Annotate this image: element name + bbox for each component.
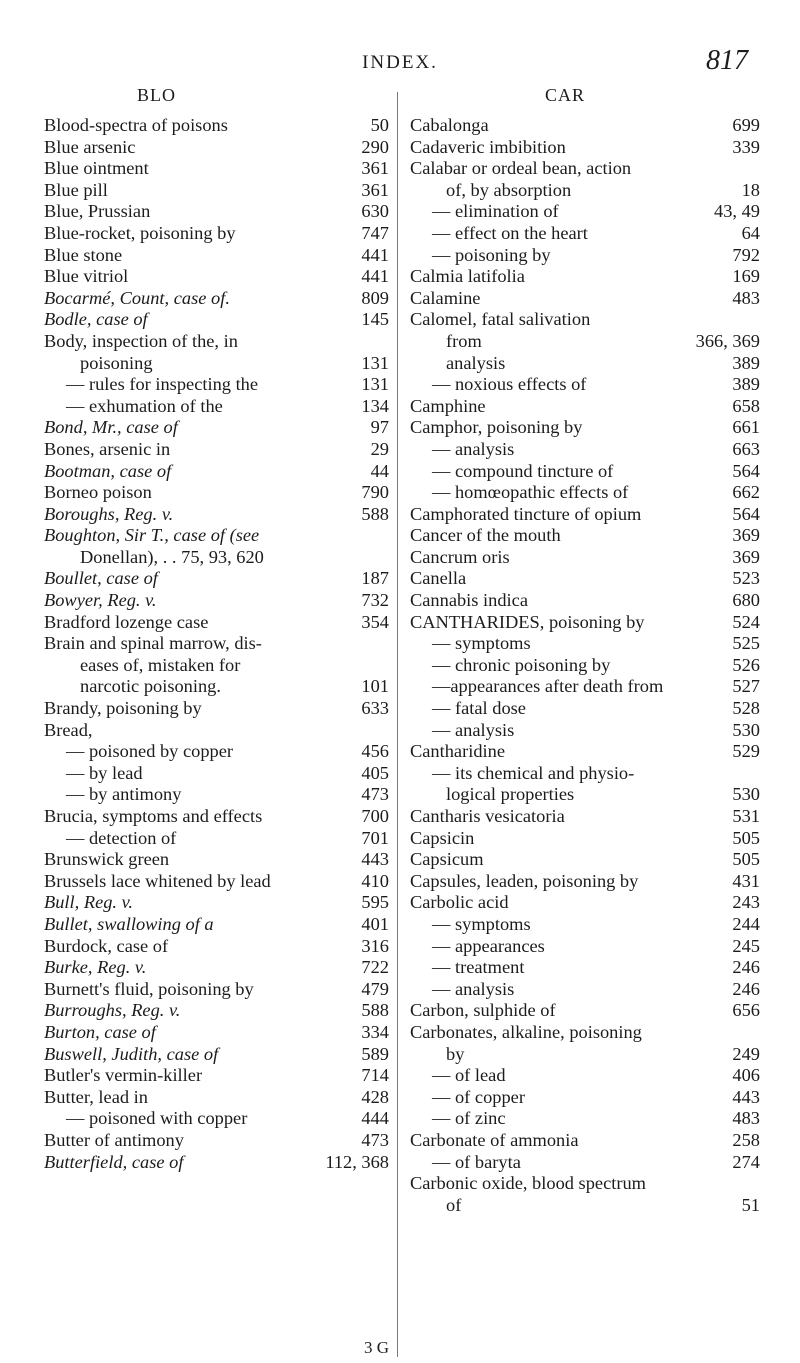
entry-term: poisoning bbox=[80, 352, 153, 373]
entry-page-ref: 483 bbox=[732, 287, 760, 308]
entry-term: of, by absorption bbox=[446, 179, 572, 200]
entry-page-ref: 50 bbox=[370, 115, 389, 135]
entry-term: Blue ointment bbox=[44, 158, 149, 179]
entry-term: Boughton, Sir T., case of (see bbox=[44, 525, 260, 546]
entry-page-ref: 479 bbox=[361, 978, 389, 999]
right-index-entry bbox=[410, 266, 760, 288]
entry-page-ref: 658 bbox=[732, 395, 760, 416]
entry-term: Cannabis indica bbox=[410, 590, 528, 611]
entry-page-ref: 528 bbox=[732, 698, 760, 719]
entry-term: Cadaveric imbibition bbox=[410, 136, 566, 157]
left-index-entry bbox=[44, 396, 389, 418]
left-index-entry bbox=[44, 979, 389, 1001]
left-index-entry bbox=[44, 504, 389, 526]
entry-page-ref: 64 bbox=[741, 222, 760, 243]
right-index-entry bbox=[410, 137, 760, 159]
entry-page-ref: 97 bbox=[370, 417, 389, 438]
entry-page-ref: 564 bbox=[732, 460, 760, 481]
entry-term: Blue, Prussian bbox=[44, 201, 151, 222]
entry-term: Buswell, Judith, case of bbox=[44, 1043, 219, 1064]
entry-page-ref: 112, 368 bbox=[325, 1151, 389, 1172]
left-index-entry bbox=[44, 892, 389, 914]
right-index-entry bbox=[410, 288, 760, 310]
entry-term: — rules for inspecting the bbox=[66, 374, 259, 395]
entry-page-ref: 246 bbox=[732, 978, 760, 999]
entry-term: — chronic poisoning by bbox=[432, 654, 611, 675]
entry-page-ref: 505 bbox=[732, 827, 760, 848]
left-index-entry bbox=[44, 1022, 389, 1044]
entry-page-ref: 473 bbox=[361, 784, 389, 805]
left-index-entry bbox=[44, 914, 389, 936]
entry-term: Butterfield, case of bbox=[44, 1151, 184, 1172]
entry-term: — fatal dose bbox=[432, 698, 526, 719]
left-index-entry bbox=[44, 266, 389, 288]
right-index-entry bbox=[410, 1108, 760, 1130]
right-index-entry bbox=[410, 547, 760, 569]
entry-page-ref: 410 bbox=[361, 870, 389, 891]
entry-page-ref: 44 bbox=[370, 460, 389, 481]
entry-term: Donellan), . . 75, 93, 620 bbox=[80, 546, 264, 567]
entry-page-ref: 316 bbox=[361, 935, 389, 956]
left-index-entry bbox=[44, 1108, 389, 1130]
right-index-entry bbox=[410, 396, 760, 418]
entry-term: Boullet, case of bbox=[44, 568, 158, 589]
entry-term: Carbon, sulphide of bbox=[410, 1000, 556, 1021]
entry-page-ref: 722 bbox=[361, 957, 389, 978]
left-index-entry bbox=[44, 331, 389, 353]
entry-page-ref: 406 bbox=[732, 1065, 760, 1086]
entry-term: Bodle, case of bbox=[44, 309, 148, 330]
entry-term: Blue vitriol bbox=[44, 266, 129, 287]
entry-page-ref: 588 bbox=[361, 503, 389, 524]
entry-page-ref: 354 bbox=[361, 611, 389, 632]
right-index-entry bbox=[410, 158, 760, 180]
left-index-entry bbox=[44, 137, 389, 159]
entry-term: — compound tincture of bbox=[432, 460, 614, 481]
entry-term: Cancer of the mouth bbox=[410, 525, 561, 546]
entry-page-ref: 441 bbox=[361, 244, 389, 265]
entry-page-ref: 701 bbox=[361, 827, 389, 848]
entry-term: — detection of bbox=[66, 827, 177, 848]
right-index-entry bbox=[410, 245, 760, 267]
entry-term: Borneo poison bbox=[44, 482, 152, 503]
right-column-heading: CAR bbox=[544, 85, 585, 105]
left-index-entry bbox=[44, 849, 389, 871]
entry-term: Capsicin bbox=[410, 827, 475, 848]
entry-page-ref: 258 bbox=[732, 1129, 760, 1150]
entry-page-ref: 18 bbox=[741, 179, 760, 200]
running-header: INDEX. bbox=[362, 52, 438, 73]
entry-page-ref: 101 bbox=[361, 676, 389, 697]
right-index-entry bbox=[410, 957, 760, 979]
signature-mark: 3 G bbox=[364, 1338, 390, 1357]
right-index-entry bbox=[410, 741, 760, 763]
left-index-entry bbox=[44, 655, 389, 677]
entry-page-ref: 747 bbox=[361, 222, 389, 243]
right-index-entry bbox=[410, 590, 760, 612]
entry-term: Camphorated tincture of opium bbox=[410, 503, 642, 524]
left-index-entry bbox=[44, 720, 389, 742]
entry-page-ref: 443 bbox=[732, 1086, 760, 1107]
entry-page-ref: 334 bbox=[361, 1021, 389, 1042]
left-index-entry bbox=[44, 784, 389, 806]
entry-page-ref: 431 bbox=[732, 870, 760, 891]
right-index-entry bbox=[410, 979, 760, 1001]
entry-term: Blue arsenic bbox=[44, 136, 136, 157]
entry-page-ref: 274 bbox=[732, 1151, 760, 1172]
entry-term: — noxious effects of bbox=[432, 374, 587, 395]
entry-term: Butler's vermin-killer bbox=[44, 1065, 203, 1086]
entry-term: Cantharis vesicatoria bbox=[410, 806, 565, 826]
entry-term: Blue stone bbox=[44, 244, 123, 265]
entry-page-ref: 187 bbox=[361, 568, 389, 589]
entry-page-ref: 680 bbox=[732, 590, 760, 611]
right-index-entry bbox=[410, 504, 760, 526]
right-entry-list bbox=[410, 115, 760, 1216]
left-index-entry bbox=[44, 698, 389, 720]
left-index-entry bbox=[44, 201, 389, 223]
entry-page-ref: 428 bbox=[361, 1086, 389, 1107]
page-number: 817 bbox=[706, 45, 748, 76]
right-index-entry bbox=[410, 936, 760, 958]
entry-term: Capsules, leaden, poisoning by bbox=[410, 870, 639, 891]
left-index-entry bbox=[44, 741, 389, 763]
entry-page-ref: 700 bbox=[361, 806, 389, 826]
left-index-entry bbox=[44, 115, 389, 137]
entry-term: Carbonates, alkaline, poisoning bbox=[410, 1021, 642, 1042]
entry-term: Capsicum bbox=[410, 849, 484, 870]
right-index-entry bbox=[410, 1087, 760, 1109]
entry-term: Carbonic oxide, blood spectrum bbox=[410, 1173, 646, 1194]
right-index-entry bbox=[410, 698, 760, 720]
entry-term: Burton, case of bbox=[44, 1021, 156, 1042]
left-index-entry bbox=[44, 288, 389, 310]
left-index-entry bbox=[44, 417, 389, 439]
left-index-entry bbox=[44, 1044, 389, 1066]
right-index-entry bbox=[410, 1152, 760, 1174]
right-index-entry bbox=[410, 612, 760, 634]
entry-term: — analysis bbox=[432, 978, 515, 999]
left-index-entry bbox=[44, 957, 389, 979]
entry-page-ref: 732 bbox=[361, 590, 389, 611]
entry-term: Burroughs, Reg. v. bbox=[44, 1000, 181, 1021]
left-index-entry bbox=[44, 461, 389, 483]
right-index-entry bbox=[410, 720, 760, 742]
right-index-entry bbox=[410, 201, 760, 223]
left-index-entry bbox=[44, 612, 389, 634]
entry-term: narcotic poisoning. bbox=[80, 676, 221, 697]
left-index-entry bbox=[44, 1087, 389, 1109]
right-index-entry bbox=[410, 806, 760, 828]
left-index-entry bbox=[44, 353, 389, 375]
entry-term: — by antimony bbox=[66, 784, 182, 805]
right-index-entry bbox=[410, 871, 760, 893]
entry-page-ref: 656 bbox=[732, 1000, 760, 1021]
left-index-entry bbox=[44, 158, 389, 180]
right-index-entry bbox=[410, 223, 760, 245]
left-index-entry bbox=[44, 568, 389, 590]
left-index-entry bbox=[44, 223, 389, 245]
entry-term: Butter of antimony bbox=[44, 1129, 184, 1150]
entry-term: — treatment bbox=[432, 957, 525, 978]
left-index-entry bbox=[44, 180, 389, 202]
entry-term: by bbox=[446, 1043, 465, 1064]
entry-term: — of lead bbox=[432, 1065, 506, 1086]
left-index-entry bbox=[44, 936, 389, 958]
entry-page-ref: 790 bbox=[361, 482, 389, 503]
right-index-entry bbox=[410, 482, 760, 504]
entry-page-ref: 527 bbox=[732, 676, 760, 697]
entry-term: —appearances after death from bbox=[432, 676, 664, 697]
right-index-entry bbox=[410, 784, 760, 806]
right-index-entry bbox=[410, 331, 760, 353]
entry-term: eases of, mistaken for bbox=[80, 654, 241, 675]
entry-page-ref: 505 bbox=[732, 849, 760, 870]
entry-term: Canella bbox=[410, 568, 467, 589]
entry-term: Bootman, case of bbox=[44, 460, 172, 481]
entry-page-ref: 389 bbox=[732, 352, 760, 373]
right-index-entry bbox=[410, 374, 760, 396]
left-column-heading: BLO bbox=[137, 85, 176, 105]
entry-page-ref: 389 bbox=[732, 374, 760, 395]
right-index-entry bbox=[410, 1065, 760, 1087]
left-index-entry bbox=[44, 871, 389, 893]
entry-term: — exhumation of the bbox=[66, 395, 223, 416]
entry-term: — elimination of bbox=[432, 201, 559, 222]
entry-page-ref: 588 bbox=[361, 1000, 389, 1021]
entry-page-ref: 369 bbox=[732, 546, 760, 567]
entry-page-ref: 483 bbox=[732, 1108, 760, 1129]
entry-term: Bocarmé, Count, case of. bbox=[44, 287, 230, 308]
entry-page-ref: 809 bbox=[361, 287, 389, 308]
entry-page-ref: 714 bbox=[361, 1065, 389, 1086]
entry-term: Bread, bbox=[44, 719, 93, 740]
entry-page-ref: 361 bbox=[361, 158, 389, 179]
right-index-entry bbox=[410, 1000, 760, 1022]
entry-term: — poisoning by bbox=[432, 244, 551, 265]
entry-term: Burnett's fluid, poisoning by bbox=[44, 978, 254, 999]
left-entry-list bbox=[44, 115, 389, 1173]
entry-term: — analysis bbox=[432, 719, 515, 740]
entry-term: Brucia, symptoms and effects bbox=[44, 806, 263, 826]
right-index-entry bbox=[410, 655, 760, 677]
entry-term: — of copper bbox=[432, 1086, 525, 1107]
entry-term: Boroughs, Reg. v. bbox=[44, 503, 174, 524]
right-index-entry bbox=[410, 180, 760, 202]
entry-page-ref: 441 bbox=[361, 266, 389, 287]
right-index-entry bbox=[410, 914, 760, 936]
entry-term: — homœopathic effects of bbox=[432, 482, 629, 503]
left-index-entry bbox=[44, 245, 389, 267]
entry-page-ref: 699 bbox=[732, 115, 760, 135]
entry-term: Carbolic acid bbox=[410, 892, 509, 913]
entry-term: Camphine bbox=[410, 395, 486, 416]
entry-page-ref: 444 bbox=[361, 1108, 389, 1129]
entry-term: logical properties bbox=[446, 784, 575, 805]
entry-page-ref: 531 bbox=[732, 806, 760, 826]
entry-term: Brussels lace whitened by lead bbox=[44, 870, 271, 891]
entry-page-ref: 525 bbox=[732, 633, 760, 654]
entry-term: — analysis bbox=[432, 438, 515, 459]
entry-term: Bowyer, Reg. v. bbox=[44, 590, 157, 611]
entry-page-ref: 369 bbox=[732, 525, 760, 546]
right-index-entry bbox=[410, 1044, 760, 1066]
left-index-entry bbox=[44, 1065, 389, 1087]
right-index-entry bbox=[410, 568, 760, 590]
left-index-entry bbox=[44, 482, 389, 504]
entry-term: — symptoms bbox=[432, 633, 531, 654]
entry-page-ref: 523 bbox=[732, 568, 760, 589]
entry-page-ref: 473 bbox=[361, 1129, 389, 1150]
entry-page-ref: 249 bbox=[732, 1043, 760, 1064]
entry-term: Calamine bbox=[410, 287, 481, 308]
entry-term: Body, inspection of the, in bbox=[44, 330, 238, 351]
left-index-entry bbox=[44, 1130, 389, 1152]
entry-term: — poisoned with copper bbox=[66, 1108, 248, 1129]
right-index-entry bbox=[410, 1022, 760, 1044]
entry-page-ref: 630 bbox=[361, 201, 389, 222]
entry-term: Blood-spectra of poisons bbox=[44, 115, 228, 135]
entry-term: Brain and spinal marrow, dis- bbox=[44, 633, 262, 654]
entry-term: Bradford lozenge case bbox=[44, 611, 209, 632]
entry-page-ref: 529 bbox=[732, 741, 760, 762]
entry-term: analysis bbox=[446, 352, 506, 373]
right-index-entry bbox=[410, 1130, 760, 1152]
left-index-entry bbox=[44, 439, 389, 461]
right-index-entry bbox=[410, 1195, 760, 1217]
entry-term: Calomel, fatal salivation bbox=[410, 309, 591, 330]
entry-term: — effect on the heart bbox=[432, 222, 588, 243]
right-index-entry bbox=[410, 439, 760, 461]
entry-term: Bull, Reg. v. bbox=[44, 892, 134, 913]
entry-page-ref: 246 bbox=[732, 957, 760, 978]
left-index-entry bbox=[44, 806, 389, 828]
right-index-entry bbox=[410, 633, 760, 655]
entry-term: — its chemical and physio- bbox=[432, 762, 635, 783]
right-index-entry bbox=[410, 763, 760, 785]
entry-page-ref: 134 bbox=[361, 395, 389, 416]
entry-page-ref: 661 bbox=[732, 417, 760, 438]
entry-term: Brandy, poisoning by bbox=[44, 698, 202, 719]
right-index-entry bbox=[410, 353, 760, 375]
right-index-entry bbox=[410, 828, 760, 850]
entry-page-ref: 245 bbox=[732, 935, 760, 956]
entry-term: Calmia latifolia bbox=[410, 266, 525, 287]
entry-page-ref: 589 bbox=[361, 1043, 389, 1064]
entry-page-ref: 244 bbox=[732, 913, 760, 934]
left-index-entry bbox=[44, 763, 389, 785]
entry-term: Blue-rocket, poisoning by bbox=[44, 222, 236, 243]
entry-page-ref: 662 bbox=[732, 482, 760, 503]
entry-term: Camphor, poisoning by bbox=[410, 417, 583, 438]
right-index-entry bbox=[410, 417, 760, 439]
entry-page-ref: 290 bbox=[361, 136, 389, 157]
entry-term: Blue pill bbox=[44, 179, 108, 200]
left-index-entry bbox=[44, 590, 389, 612]
entry-page-ref: 526 bbox=[732, 654, 760, 675]
entry-page-ref: 456 bbox=[361, 741, 389, 762]
right-index-entry bbox=[410, 461, 760, 483]
entry-page-ref: 366, 369 bbox=[695, 330, 760, 351]
entry-page-ref: 131 bbox=[361, 352, 389, 373]
entry-page-ref: 530 bbox=[732, 784, 760, 805]
left-index-entry bbox=[44, 547, 389, 569]
entry-page-ref: 633 bbox=[361, 698, 389, 719]
entry-page-ref: 443 bbox=[361, 849, 389, 870]
entry-page-ref: 361 bbox=[361, 179, 389, 200]
entry-page-ref: 595 bbox=[361, 892, 389, 913]
entry-term: Bones, arsenic in bbox=[44, 438, 171, 459]
right-index-entry bbox=[410, 115, 760, 137]
right-index-entry bbox=[410, 309, 760, 331]
left-index-entry bbox=[44, 309, 389, 331]
entry-page-ref: 51 bbox=[741, 1194, 760, 1215]
entry-page-ref: 339 bbox=[732, 136, 760, 157]
entry-page-ref: 524 bbox=[732, 611, 760, 632]
left-index-entry bbox=[44, 676, 389, 698]
entry-term: — poisoned by copper bbox=[66, 741, 234, 762]
entry-page-ref: 29 bbox=[370, 438, 389, 459]
right-index-entry bbox=[410, 676, 760, 698]
entry-term: Bond, Mr., case of bbox=[44, 417, 178, 438]
entry-term: — of baryta bbox=[432, 1151, 521, 1172]
entry-page-ref: 663 bbox=[732, 438, 760, 459]
left-index-entry bbox=[44, 525, 389, 547]
entry-term: from bbox=[446, 330, 482, 351]
left-index-entry bbox=[44, 374, 389, 396]
entry-term: Burdock, case of bbox=[44, 935, 169, 956]
entry-page-ref: 405 bbox=[361, 762, 389, 783]
entry-term: — appearances bbox=[432, 935, 545, 956]
left-index-entry bbox=[44, 1152, 389, 1174]
entry-page-ref: 530 bbox=[732, 719, 760, 740]
left-index-entry bbox=[44, 633, 389, 655]
entry-term: Butter, lead in bbox=[44, 1086, 148, 1107]
right-index-entry bbox=[410, 1173, 760, 1195]
entry-page-ref: 43, 49 bbox=[714, 201, 760, 222]
entry-term: Cancrum oris bbox=[410, 546, 510, 567]
left-index-entry bbox=[44, 1000, 389, 1022]
entry-term: Carbonate of ammonia bbox=[410, 1129, 579, 1150]
entry-page-ref: 792 bbox=[732, 244, 760, 265]
entry-term: Calabar or ordeal bean, action bbox=[410, 158, 632, 179]
column-divider bbox=[397, 92, 398, 1357]
entry-page-ref: 169 bbox=[732, 266, 760, 287]
entry-term: CANTHARIDES, poisoning by bbox=[410, 611, 645, 632]
entry-term: — by lead bbox=[66, 762, 143, 783]
entry-page-ref: 131 bbox=[361, 374, 389, 395]
entry-term: of bbox=[446, 1194, 462, 1215]
entry-term: Cabalonga bbox=[410, 115, 489, 135]
entry-page-ref: 243 bbox=[732, 892, 760, 913]
entry-term: — of zinc bbox=[432, 1108, 506, 1129]
right-index-entry bbox=[410, 525, 760, 547]
entry-term: Brunswick green bbox=[44, 849, 170, 870]
entry-term: Burke, Reg. v. bbox=[44, 957, 147, 978]
entry-term: Bullet, swallowing of a bbox=[44, 913, 214, 934]
entry-page-ref: 401 bbox=[361, 913, 389, 934]
entry-term: Cantharidine bbox=[410, 741, 505, 762]
entry-term: — symptoms bbox=[432, 913, 531, 934]
left-index-entry bbox=[44, 828, 389, 850]
entry-page-ref: 145 bbox=[361, 309, 389, 330]
right-index-entry bbox=[410, 849, 760, 871]
entry-page-ref: 564 bbox=[732, 503, 760, 524]
right-index-entry bbox=[410, 892, 760, 914]
